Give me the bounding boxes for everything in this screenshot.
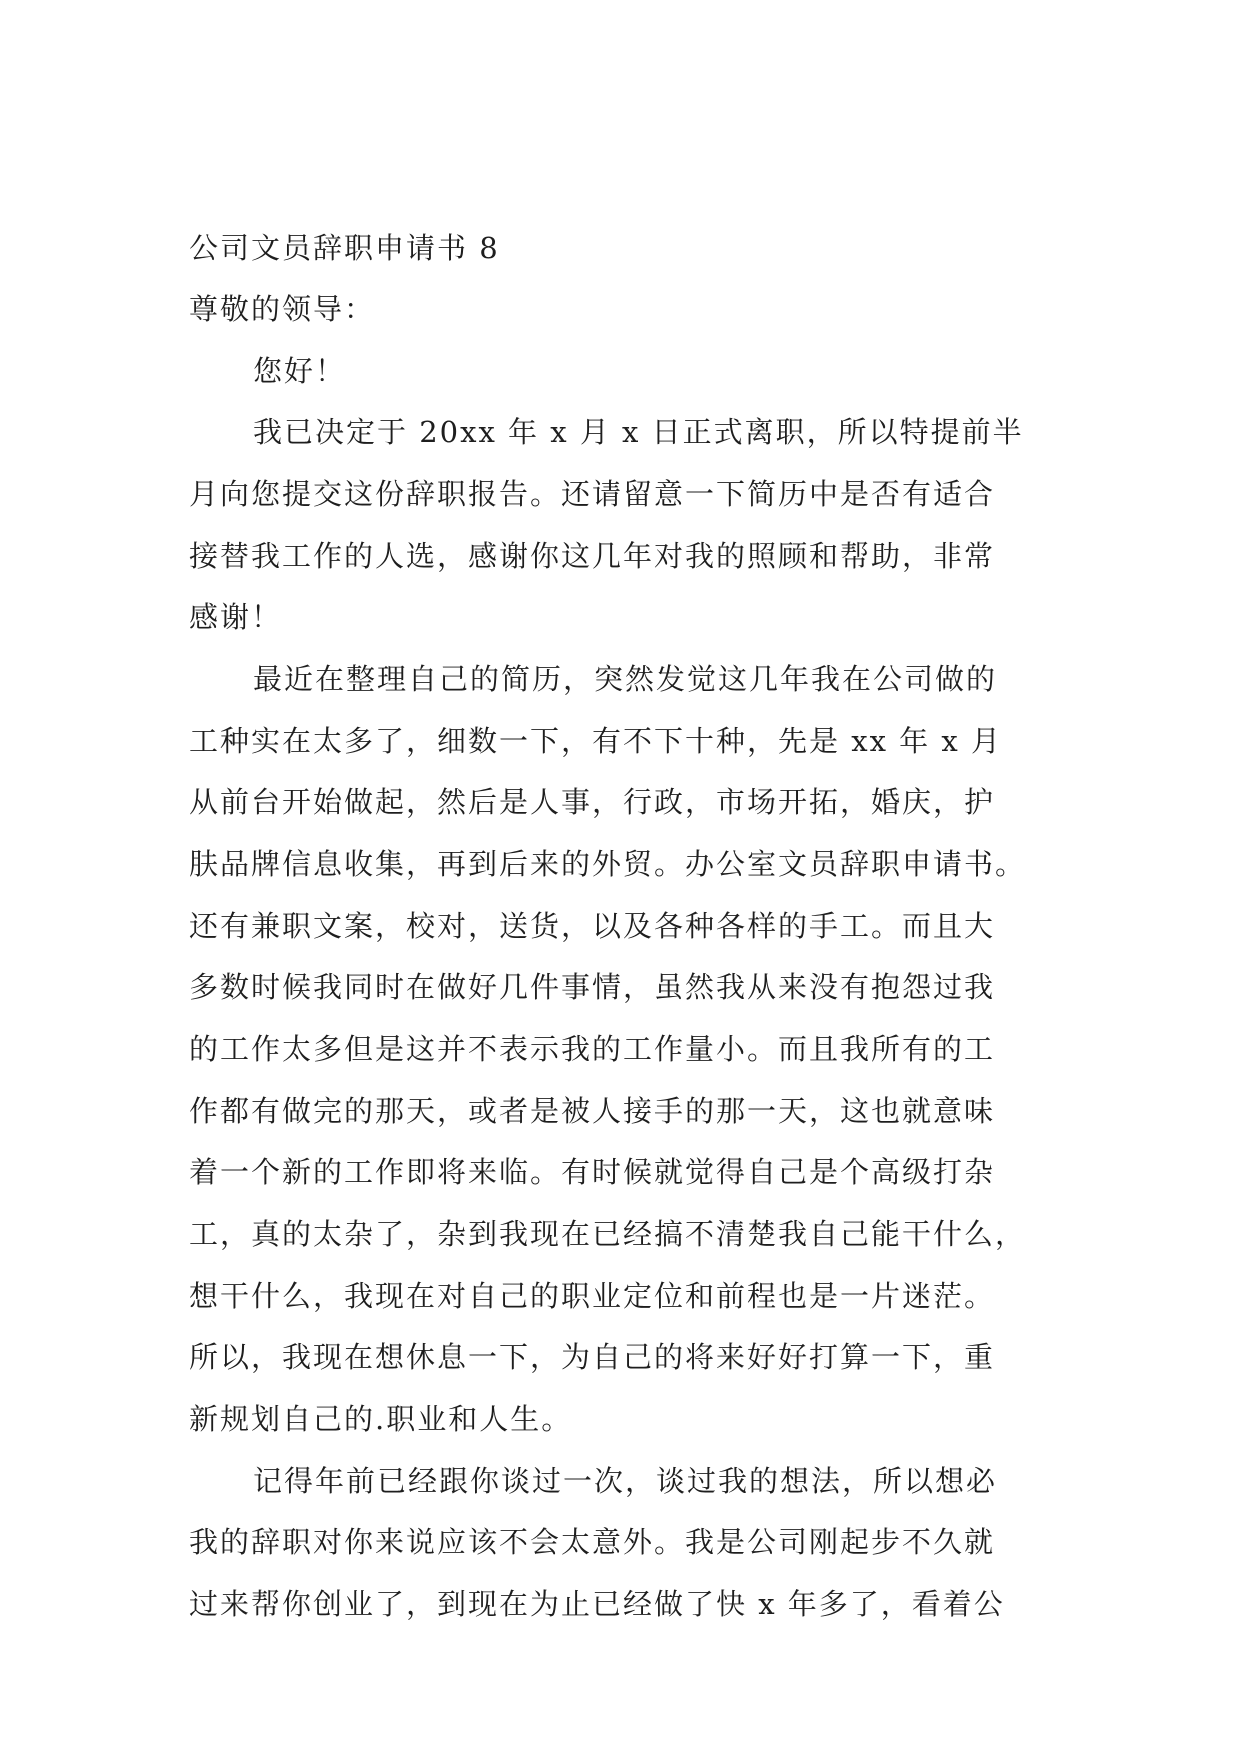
paragraph-line: 记得年前已经跟你谈过一次，谈过我的想法，所以想必 — [253, 1464, 998, 1498]
paragraph-line: 接替我工作的人选，感谢你这几年对我的照顾和帮助，非常 — [189, 539, 996, 573]
paragraph-line: 从前台开始做起，然后是人事，行政，市场开拓，婚庆，护 — [189, 785, 996, 819]
paragraph-line: 还有兼职文案，校对，送货，以及各种各样的手工。而且大 — [189, 909, 996, 943]
paragraph-line: 所以，我现在想休息一下，为自己的将来好好打算一下，重 — [189, 1340, 996, 1374]
paragraph-line: 我的辞职对你来说应该不会太意外。我是公司刚起步不久就 — [189, 1525, 996, 1559]
paragraph-line: 感谢！ — [189, 600, 283, 634]
paragraph-line: 作都有做完的那天，或者是被人接手的那一天，这也就意味 — [189, 1094, 996, 1128]
document-title: 公司文员辞职申请书 8 — [189, 231, 500, 265]
paragraph-line: 想干什么，我现在对自己的职业定位和前程也是一片迷茫。 — [189, 1279, 996, 1313]
paragraph-line: 工，真的太杂了，杂到我现在已经搞不清楚我自己能干什么， — [189, 1217, 1027, 1251]
paragraph-line: 着一个新的工作即将来临。有时候就觉得自己是个高级打杂 — [189, 1155, 996, 1189]
paragraph-line: 过来帮你创业了，到现在为止已经做了快 x 年多了，看着公 — [189, 1587, 1005, 1621]
salutation: 尊敬的领导： — [189, 292, 376, 326]
greeting: 您好！ — [253, 354, 347, 388]
paragraph-line: 月向您提交这份辞职报告。还请留意一下简历中是否有适合 — [189, 477, 996, 511]
paragraph-line: 肤品牌信息收集，再到后来的外贸。办公室文员辞职申请书。 — [189, 847, 1027, 881]
paragraph-line: 多数时候我同时在做好几件事情，虽然我从来没有抱怨过我 — [189, 970, 996, 1004]
paragraph-line: 工种实在太多了，细数一下，有不下十种，先是 xx 年 x 月 — [189, 724, 1002, 758]
paragraph-line: 最近在整理自己的简历，突然发觉这几年我在公司做的 — [253, 662, 998, 696]
paragraph-line: 的工作太多但是这并不表示我的工作量小。而且我所有的工 — [189, 1032, 996, 1066]
paragraph-line: 我已决定于 20xx 年 x 月 x 日正式离职，所以特提前半 — [253, 415, 1024, 449]
paragraph-line: 新规划自己的.职业和人生。 — [189, 1402, 573, 1436]
